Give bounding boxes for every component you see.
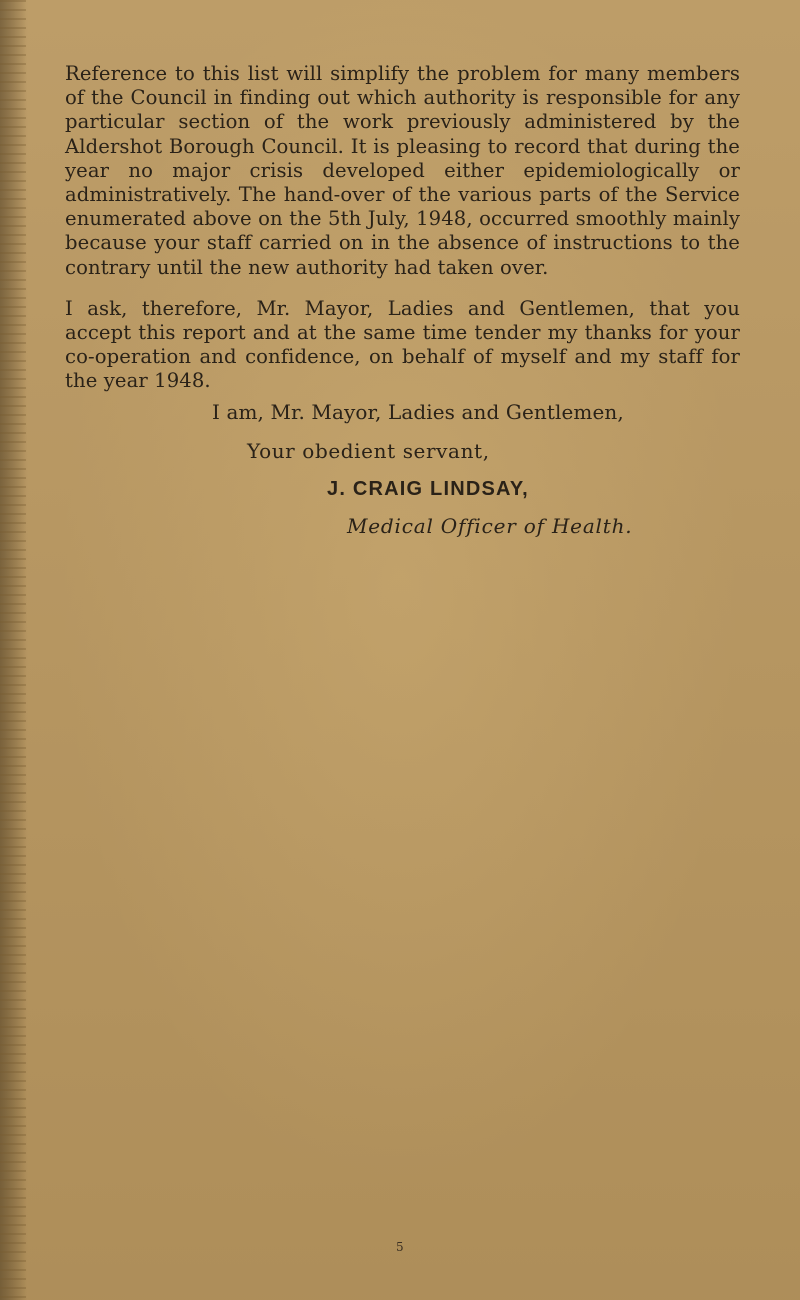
signature-name: J. CRAIG LINDSAY, bbox=[327, 478, 529, 500]
closing-salutation: I am, Mr. Mayor, Ladies and Gentlemen, bbox=[212, 400, 624, 424]
body-text bbox=[65, 62, 740, 538]
paragraph-2: I ask, therefore, Mr. Mayor, Ladies and Gentlemen, that you accept this report and at the same time tender my thanks for your co-operation and confidence, on behalf of myself and my staff for the year 1948. bbox=[65, 296, 740, 393]
paragraph-1: Reference to this list will simplify the problem for many members of the Council in finding out which authority is responsible for any particular section of the work previously administered by the Aldershot Borough Council. It is pleasing to record that during the year no major crisis developed either epidemiologically or administratively. The hand-over of the various parts of the Service enumerated above on the 5th July, 1948, occurred smoothly mainly because your staff carried on in the absence of instructions to the contrary until the new authority had taken over. bbox=[65, 62, 740, 279]
page-number: 5 bbox=[396, 1240, 404, 1254]
binding-edge bbox=[0, 0, 26, 1300]
closing-valediction: Your obedient servant, bbox=[247, 439, 490, 463]
signature-title: Medical Officer of Health. bbox=[347, 514, 633, 538]
